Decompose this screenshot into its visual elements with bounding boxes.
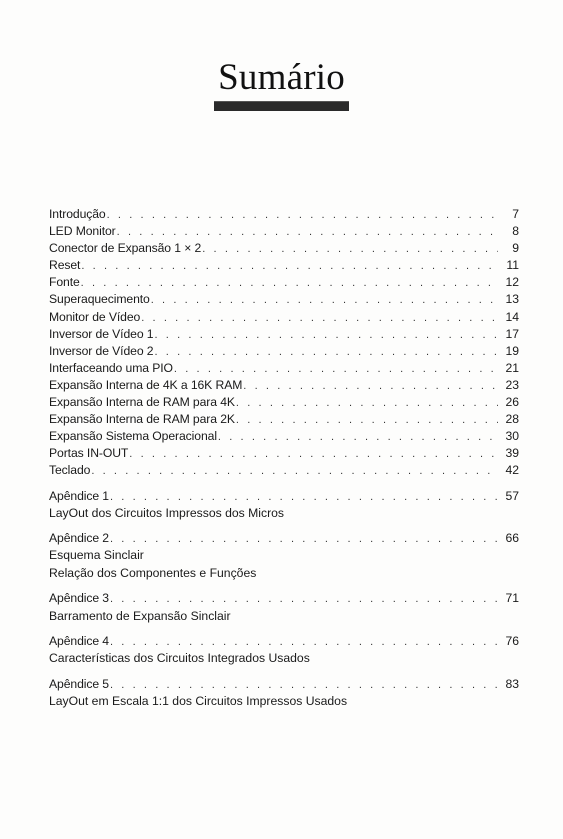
dot-leader [141, 310, 498, 327]
toc-row [49, 309, 519, 326]
dot-leader [129, 446, 498, 463]
toc-entry-page: 9 [512, 241, 519, 256]
toc-row [49, 343, 519, 360]
table-of-contents [49, 206, 519, 711]
toc-row [49, 530, 519, 547]
toc-row [49, 394, 519, 411]
appendix-description: Barramento de Expansão Sinclair [49, 608, 231, 623]
appendix-page: 71 [505, 591, 519, 606]
toc-row [49, 291, 519, 308]
toc-row [49, 462, 519, 479]
toc-entry-page: 23 [505, 377, 519, 392]
toc-entry [49, 257, 519, 274]
toc-row [49, 428, 519, 445]
toc-entry [49, 445, 519, 462]
dot-leader [236, 395, 498, 412]
toc-row [49, 377, 519, 394]
appendix-description: Características dos Circuitos Integrados Usados [49, 651, 310, 666]
toc-entry-label: Interfaceando uma PIO [49, 360, 173, 375]
dot-leader [174, 361, 498, 378]
toc-entry-label: Monitor de Vídeo [49, 309, 141, 324]
toc-row [49, 240, 519, 257]
title-underline-bar [214, 101, 349, 111]
dot-leader [81, 275, 498, 292]
dot-leader [236, 412, 498, 429]
appendix-entry [49, 633, 519, 668]
toc-entry [49, 411, 519, 428]
toc-entry-label: LED Monitor [49, 224, 116, 239]
toc-entry-page: 13 [505, 292, 519, 307]
toc-entry [49, 377, 519, 394]
dot-leader [151, 292, 498, 309]
toc-row [49, 257, 519, 274]
toc-entry-page: 19 [505, 343, 519, 358]
dot-leader [110, 489, 498, 506]
appendix-description: Esquema Sinclair [49, 548, 144, 563]
toc-entry-page: 7 [512, 207, 519, 221]
toc-entry-label: Expansão Interna de RAM para 2K [49, 412, 235, 427]
appendix-label: Apêndice 3 [49, 591, 109, 606]
toc-entry-page: 39 [505, 446, 519, 461]
toc-entry [49, 428, 519, 445]
appendix-entry [49, 676, 519, 711]
toc-entry-page: 8 [512, 224, 519, 239]
toc-row [49, 445, 519, 462]
toc-entry [49, 309, 519, 326]
toc-entry [49, 343, 519, 360]
toc-entry [49, 291, 519, 308]
toc-row [49, 676, 519, 693]
appendix-entry [49, 488, 519, 523]
toc-entry-page: 11 [506, 258, 519, 273]
toc-entry-label: Reset [49, 258, 81, 273]
dot-leader [117, 224, 498, 241]
toc-entry-page: 28 [505, 412, 519, 427]
toc-row [49, 411, 519, 428]
dot-leader [154, 327, 498, 344]
appendix-page: 66 [505, 531, 519, 546]
toc-entry-label: Introdução [49, 207, 106, 221]
toc-entry-page: 14 [505, 309, 519, 324]
toc-entry-page: 26 [505, 395, 519, 410]
toc-entry [49, 394, 519, 411]
appendix-page: 57 [505, 488, 519, 503]
dot-leader [202, 241, 498, 258]
toc-entry-label: Inversor de Vídeo 2 [49, 343, 154, 358]
toc-entry-label: Superaquecimento [49, 292, 150, 307]
toc-entry-page: 12 [505, 275, 519, 290]
page-title: Sumário [218, 57, 345, 98]
toc-entry-page: 17 [505, 326, 519, 341]
toc-entry-label: Expansão Interna de RAM para 4K [49, 395, 235, 410]
appendix-page: 76 [505, 634, 519, 649]
toc-entry [49, 326, 519, 343]
toc-entry-label: Portas IN-OUT [49, 446, 129, 461]
toc-row [49, 633, 519, 650]
appendix-entry [49, 530, 519, 582]
toc-entry [49, 462, 519, 479]
dot-leader [107, 207, 498, 224]
toc-entry-page: 42 [505, 463, 519, 478]
dot-leader [154, 344, 498, 361]
appendix-label: Apêndice 4 [49, 634, 109, 649]
dot-leader [110, 591, 498, 608]
dot-leader [81, 258, 498, 275]
appendix-label: Apêndice 2 [49, 531, 109, 546]
appendix-description: LayOut dos Circuitos Impressos dos Micros [49, 505, 285, 520]
toc-row [49, 488, 519, 505]
appendix-description: LayOut em Escala 1:1 dos Circuitos Impressos Usados [49, 693, 348, 708]
toc-entry-label: Fonte [49, 275, 80, 290]
dot-leader [110, 634, 498, 651]
toc-entry-label: Expansão Sistema Operacional [49, 429, 217, 444]
toc-entry [49, 274, 519, 291]
toc-row [49, 223, 519, 240]
toc-entry [49, 206, 519, 223]
appendix-description: Relação dos Componentes e Funções [49, 565, 257, 580]
appendix-entry [49, 590, 519, 625]
toc-row [49, 590, 519, 607]
toc-row [49, 206, 519, 223]
dot-leader [110, 531, 498, 548]
toc-entry-label: Inversor de Vídeo 1 [49, 326, 154, 341]
dot-leader [243, 378, 498, 395]
toc-entry-label: Expansão Interna de 4K a 16K RAM [49, 377, 243, 392]
toc-entry [49, 360, 519, 377]
toc-row [49, 360, 519, 377]
toc-entry-label: Conector de Expansão 1 × 2 [49, 241, 202, 256]
toc-entry-page: 30 [505, 429, 519, 444]
toc-entry [49, 223, 519, 240]
toc-entry-page: 21 [505, 360, 519, 375]
dot-leader [110, 677, 498, 694]
appendix-page: 83 [505, 676, 519, 691]
toc-entry [49, 240, 519, 257]
dot-leader [218, 429, 498, 446]
toc-row [49, 326, 519, 343]
appendix-label: Apêndice 5 [49, 676, 109, 691]
appendix-label: Apêndice 1 [49, 488, 109, 503]
toc-row [49, 274, 519, 291]
dot-leader [91, 463, 498, 480]
toc-entry-label: Teclado [49, 463, 91, 478]
